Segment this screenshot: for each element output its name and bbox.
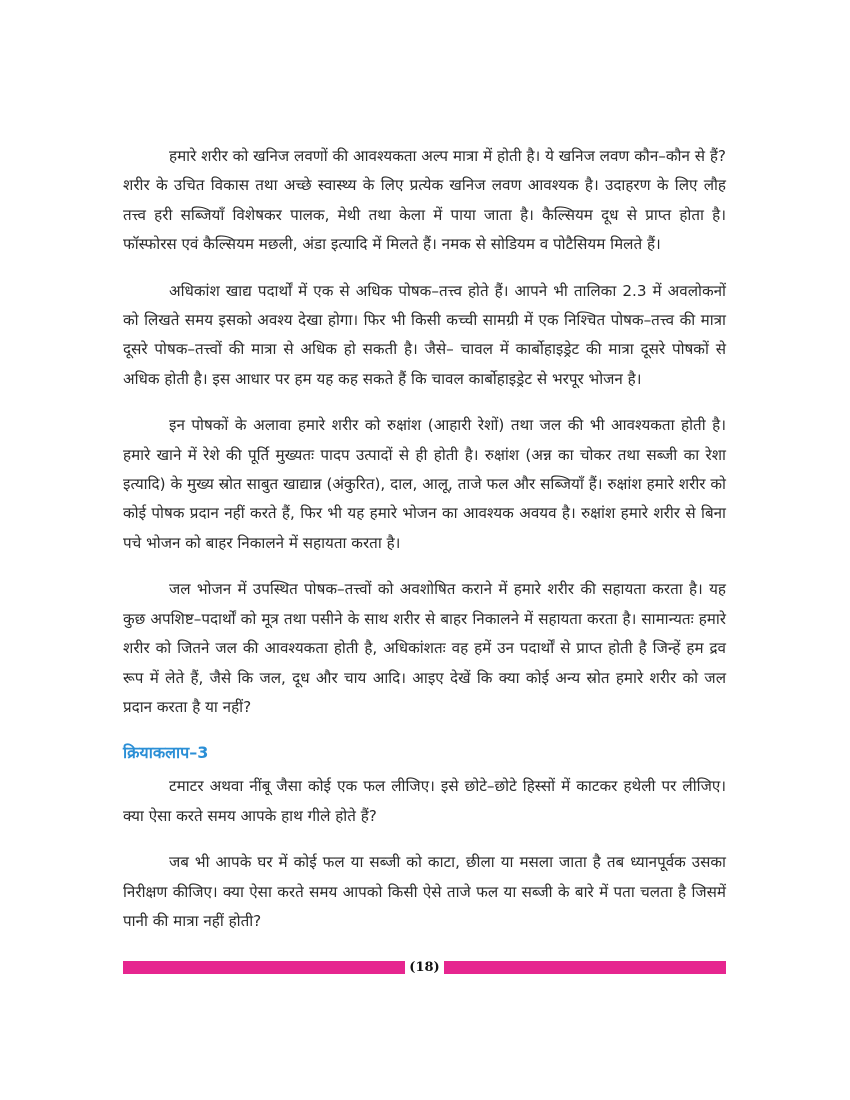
page-content xyxy=(123,142,726,953)
activity-heading: क्रियाकलाप–3 xyxy=(123,743,209,763)
page-number: (18) xyxy=(409,959,440,975)
footer-bar-right xyxy=(444,961,726,974)
paragraph-minerals: हमारे शरीर को खनिज लवणों की आवश्यकता अल्प मात्रा में होती है। ये खनिज लवण कौन–कौन से हैं?शरीर के उचित विकास तथा अच्छे स्वास्थ्य के लिए प्रत्येक खनिज लवण आवश्यक है। उदाहरण के लिए लौह तत्त्व हरी सब्जियाँ विशेषकर पालक, मेथी तथा केला में पाया जाता है। कैल्सियम दूध से प्राप्त होता है। फॉस्फोरस एवं कैल्सियम मछली, अंडा इत्यादि में मिलते हैं। नमक से सोडियम व पोटैसियम मिलते हैं। xyxy=(123,147,726,254)
paragraph-activity-1: टमाटर अथवा नींबू जैसा कोई एक फल लीजिए। इसे छोटे–छोटे हिस्सों में काटकर हथेली पर लीजिए। क्या ऐसा करते समय आपके हाथ गीले होते हैं? xyxy=(123,777,726,825)
paragraph-activity-2: जब भी आपके घर में कोई फल या सब्जी को काटा, छीला या मसला जाता है तब ध्यानपूर्वक उसका निरीक्षण कीजिए। क्या ऐसा करते समय आपको किसी ऐसे ताजे फल या सब्जी के बारे में पता चलता है जिसमें पानी की मात्रा नहीं होती? xyxy=(123,853,726,930)
footer-bar-left xyxy=(123,961,405,974)
paragraph-water: जल भोजन में उपस्थित पोषक–तत्त्वों को अवशोषित कराने में हमारे शरीर की सहायता करता है। यह कुछ अपशिष्ट–पदार्थों को मूत्र तथा पसीने के साथ शरीर से बाहर निकालने में सहायता करता है। सामान्यतः हमारे शरीर को जितने जल की आवश्यकता होती है, अधिकांशतः वह हमें उन पदार्थों से प्राप्त होती है जिन्हें हम द्रव रूप में लेते हैं, जैसे कि जल, दूध और चाय आदि। आइए देखें कि क्या कोई अन्य स्रोत हमारे शरीर को जल प्रदान करता है या नहीं? xyxy=(123,580,726,716)
paragraph-roughage: इन पोषकों के अलावा हमारे शरीर को रुक्षांश (आहारी रेशों) तथा जल की भी आवश्यकता होती है। हमारे खाने में रेशे की पूर्ति मुख्यतः पादप उत्पादों से ही होती है। रुक्षांश (अन्न का चोकर तथा सब्जी का रेशा इत्यादि) के मुख्य स्रोत साबुत खाद्यान्न (अंकुरित), दाल, आलू, ताजे फल और सब्जियाँ हैं। रुक्षांश हमारे शरीर को कोई पोषक प्रदान नहीं करते हैं, फिर भी यह हमारे भोजन का आवश्यक अवयव है। रुक्षांश हमारे शरीर से बिना पचे भोजन को बाहर निकालने में सहायता करता है। xyxy=(123,416,726,552)
paragraph-nutrients: अधिकांश खाद्य पदार्थों में एक से अधिक पोषक–तत्त्व होते हैं। आपने भी तालिका 2.3 में अवलोकनों को लिखते समय इसको अवश्य देखा होगा। फिर भी किसी कच्ची सामग्री में एक निश्चित पोषक–तत्त्व की मात्रा दूसरे पोषक–तत्त्वों की मात्रा से अधिक हो सकती है। जैसे– चावल में कार्बोहाइड्रेट की मात्रा दूसरे पोषकों से अधिक होती है। इस आधार पर हम यह कह सकते हैं कि चावल कार्बोहाइड्रेट से भरपूर भोजन है। xyxy=(123,281,726,388)
page-footer xyxy=(123,956,726,978)
